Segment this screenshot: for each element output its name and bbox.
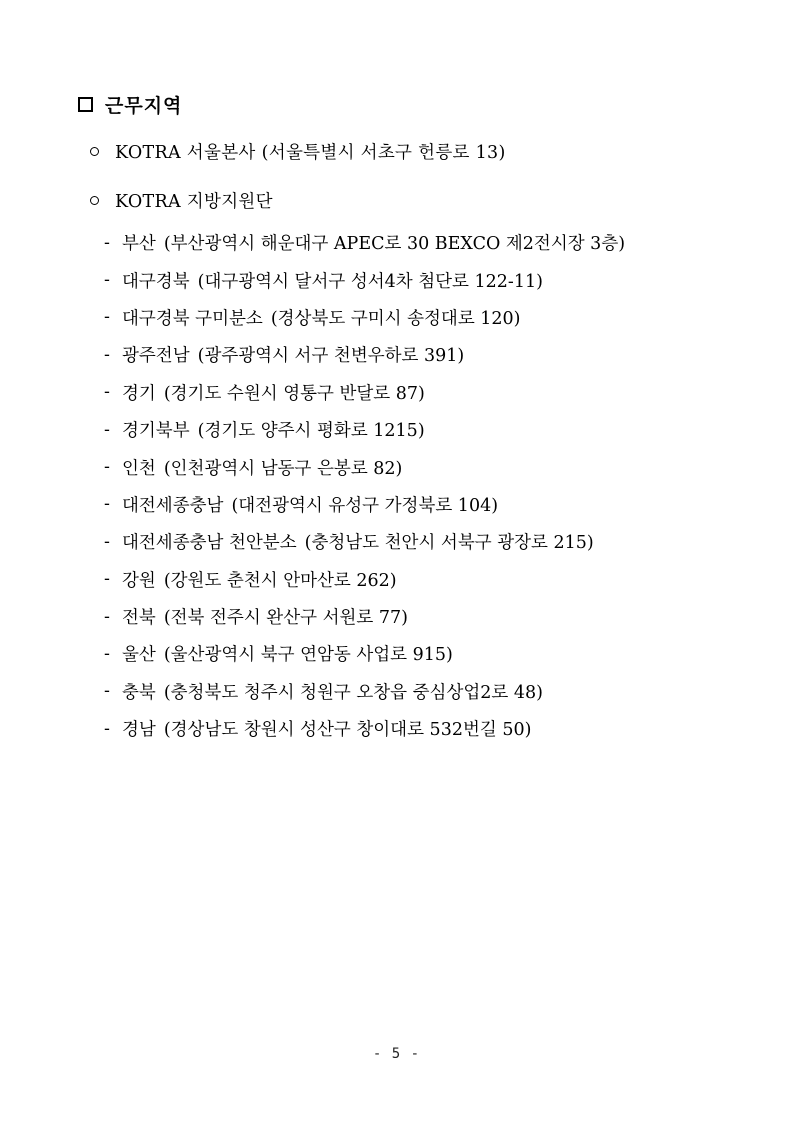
office-item: - 울산 (울산광역시 북구 연암동 사업로 915)	[104, 635, 625, 672]
office-name: 대전세종충남 천안분소	[122, 533, 297, 554]
regional-line	[90, 187, 273, 213]
office-address: (충청북도 청주시 청원구 오창읍 중심상업2로 48)	[163, 682, 543, 703]
office-name: 울산	[122, 645, 156, 666]
office-address: (인천광역시 남동구 은봉로 82)	[163, 458, 403, 479]
office-name: 전북	[122, 608, 156, 629]
office-address: (대구광역시 달서구 성서4차 첨단로 122-11)	[197, 271, 543, 292]
office-name: 경기	[122, 383, 156, 404]
office-item: - 대구경북 구미분소 (경상북도 구미시 송정대로 120)	[104, 299, 625, 336]
circle-bullet-icon	[90, 147, 99, 156]
office-address: (부산광역시 해운대구 APEC로 30 BEXCO 제2전시장 3층)	[163, 234, 626, 255]
office-address: (광주광역시 서구 천변우하로 391)	[197, 346, 465, 367]
office-name: 부산	[122, 234, 156, 255]
office-item: - 대전세종충남 (대전광역시 유성구 가정북로 104)	[104, 486, 625, 523]
office-item: - 전북 (전북 전주시 완산구 서원로 77)	[104, 598, 625, 635]
office-name: 대구경북 구미분소	[122, 308, 263, 329]
office-name: 광주전남	[122, 346, 190, 367]
office-item: - 대전세종충남 천안분소 (충청남도 천안시 서북구 광장로 215)	[104, 523, 625, 560]
office-name: 충북	[122, 682, 156, 703]
office-name: 대전세종충남	[122, 495, 224, 516]
office-name: 경남	[122, 720, 156, 741]
office-address: (충청남도 천안시 서북구 광장로 215)	[304, 533, 594, 554]
page-number: - 5 -	[372, 1046, 421, 1062]
regional-office-list	[104, 224, 625, 747]
office-address: (경상남도 창원시 성산구 창이대로 532번길 50)	[163, 720, 532, 741]
headquarters-label: KOTRA 서울본사	[115, 142, 256, 163]
office-item: - 부산 (부산광역시 해운대구 APEC로 30 BEXCO 제2전시장 3층)	[104, 224, 625, 261]
office-item: - 강원 (강원도 춘천시 안마산로 262)	[104, 561, 625, 598]
office-item: - 경남 (경상남도 창원시 성산구 창이대로 532번길 50)	[104, 710, 625, 747]
regional-label: KOTRA 지방지원단	[115, 191, 273, 212]
office-item: - 인천 (인천광역시 남동구 은봉로 82)	[104, 448, 625, 485]
section-heading	[78, 90, 182, 118]
office-name: 인천	[122, 458, 156, 479]
office-address: (대전광역시 유성구 가정북로 104)	[231, 495, 499, 516]
headquarters-address: (서울특별시 서초구 헌릉로 13)	[261, 142, 506, 163]
office-address: (전북 전주시 완산구 서원로 77)	[163, 608, 408, 629]
section-title: 근무지역	[105, 94, 183, 117]
office-item: - 경기 (경기도 수원시 영통구 반달로 87)	[104, 374, 625, 411]
office-address: (울산광역시 북구 연암동 사업로 915)	[163, 645, 453, 666]
square-bullet-icon	[78, 97, 93, 112]
office-address: (강원도 춘천시 안마산로 262)	[163, 570, 397, 591]
office-address: (경기도 양주시 평화로 1215)	[197, 421, 425, 442]
office-name: 강원	[122, 570, 156, 591]
office-name: 경기북부	[122, 421, 190, 442]
office-name: 대구경북	[122, 271, 190, 292]
headquarters-line	[90, 138, 506, 164]
office-address: (경상북도 구미시 송정대로 120)	[270, 308, 521, 329]
circle-bullet-icon	[90, 196, 99, 205]
office-item: - 경기북부 (경기도 양주시 평화로 1215)	[104, 411, 625, 448]
office-address: (경기도 수원시 영통구 반달로 87)	[163, 383, 425, 404]
office-item: - 광주전남 (광주광역시 서구 천변우하로 391)	[104, 336, 625, 373]
office-item: - 대구경북 (대구광역시 달서구 성서4차 첨단로 122-11)	[104, 261, 625, 298]
office-item: - 충북 (충청북도 청주시 청원구 오창읍 중심상업2로 48)	[104, 673, 625, 710]
